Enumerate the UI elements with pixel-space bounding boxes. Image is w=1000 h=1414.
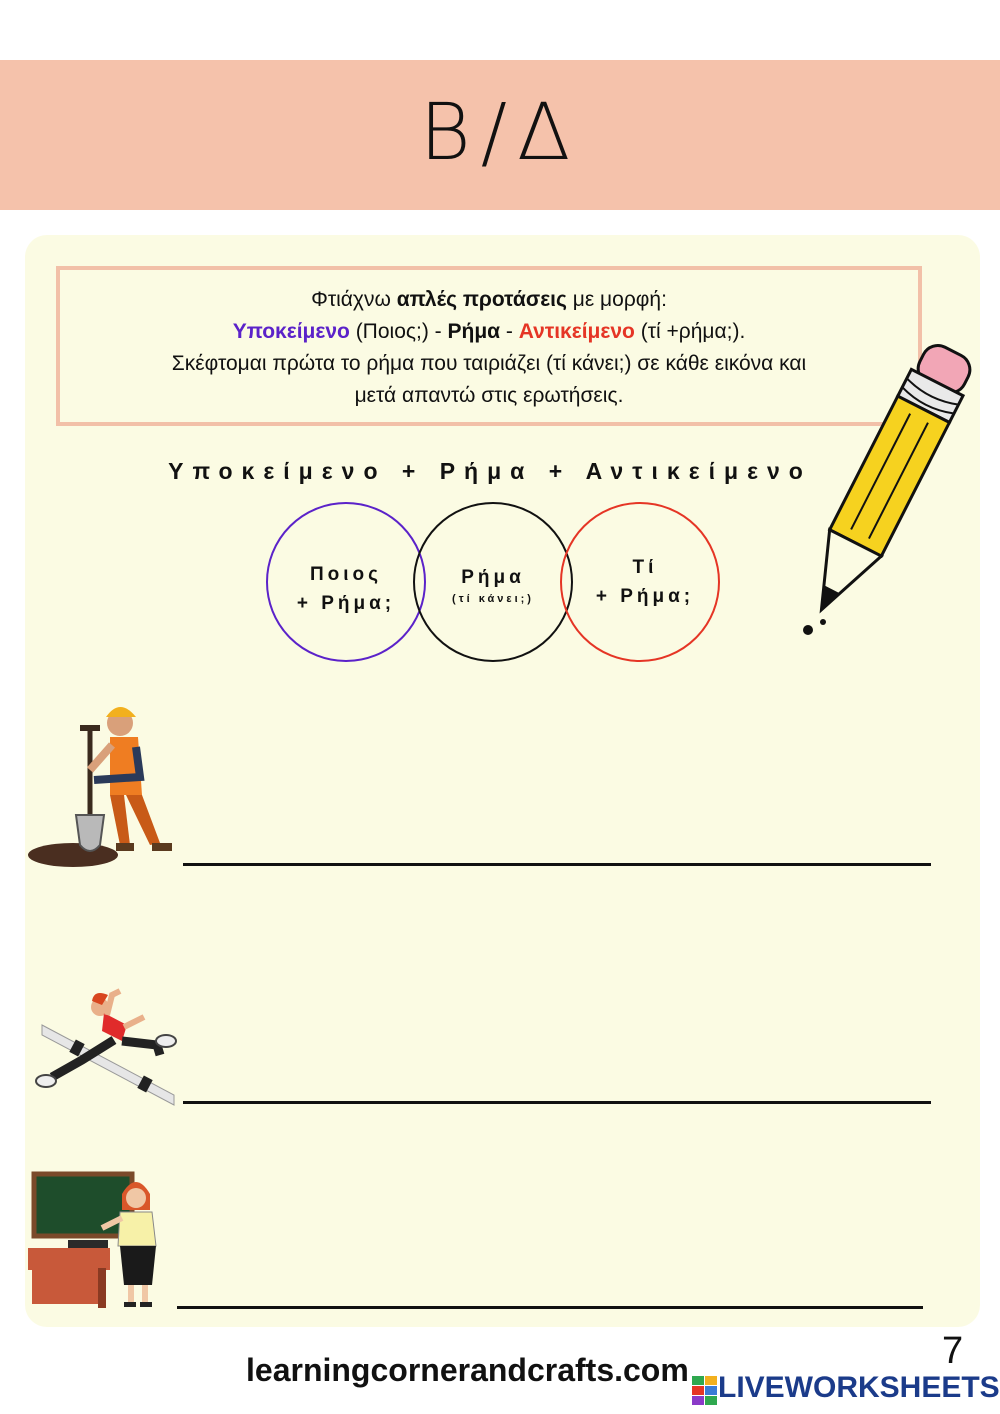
subject-circle-text — [276, 560, 416, 618]
instructions-line-1 — [60, 284, 918, 316]
verb-label: Ρήμα — [447, 320, 501, 343]
page-title: B/Δ — [419, 88, 581, 178]
instr-text: - — [500, 320, 519, 343]
answer-line-3[interactable] — [177, 1306, 923, 1309]
pencil-icon — [790, 325, 980, 645]
instr-bold: απλές προτάσεις — [396, 288, 567, 311]
answer-line-2[interactable] — [183, 1101, 931, 1104]
subject-circle-line1: Ποιος — [309, 564, 383, 585]
verb-circle-line1: Ρήμα — [461, 567, 525, 588]
watermark-text: LIVEWORKSHEETS — [718, 1371, 1000, 1404]
liveworksheets-logo-icon — [692, 1376, 718, 1408]
subject-label: Υποκείμενο — [232, 320, 350, 343]
formula-heading: Υποκείμενο + Ρήμα + Αντικείμενο — [168, 458, 812, 484]
object-label: Αντικείμενο — [518, 320, 635, 343]
object-circle-line1: Τί — [632, 557, 658, 578]
answer-line-1[interactable] — [183, 863, 931, 866]
instr-text: (Ποιος;) - — [349, 320, 448, 343]
footer-url: learningcornerandcrafts.com — [246, 1352, 689, 1388]
instr-text: (τί +ρήμα;). — [634, 320, 746, 343]
athlete-hurdling-illustration — [32, 985, 182, 1110]
worker-digging-illustration — [28, 695, 183, 870]
object-circle-text — [575, 553, 715, 611]
instructions-line-3: Σκέφτομαι πρώτα το ρήμα που ταιριάζει (τί κάνει;) σε κάθε εικόνα και — [171, 352, 807, 375]
object-circle-line2: + Ρήμα; — [595, 586, 695, 607]
subject-circle-line2: + Ρήμα; — [296, 593, 396, 614]
teacher-at-blackboard-illustration — [28, 1170, 178, 1315]
instr-text: με μορφή: — [566, 288, 667, 311]
instr-text: Φτιάχνω — [311, 288, 397, 311]
instructions-line-4: μετά απαντώ στις ερωτήσεις. — [354, 384, 624, 407]
verb-circle-line2: (τί κάνει;) — [452, 593, 534, 605]
verb-circle-text — [423, 563, 563, 606]
page-number: 7 — [942, 1330, 964, 1372]
